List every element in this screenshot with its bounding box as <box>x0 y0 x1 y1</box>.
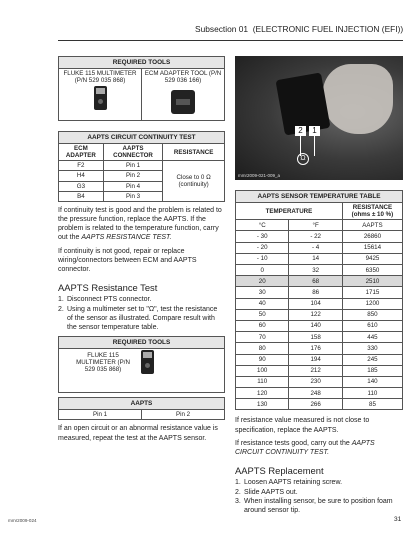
table-cell: 86 <box>289 287 342 298</box>
table-cell: 850 <box>342 309 402 320</box>
ecm-adapter-icon <box>171 90 195 114</box>
document-code: mmr2009-024 <box>8 518 37 523</box>
table-cell: 266 <box>289 399 342 410</box>
table-cell: 120 <box>236 388 289 399</box>
callout-2: 2 <box>295 126 306 136</box>
table-cell: 110 <box>342 388 402 399</box>
table-row <box>236 276 403 287</box>
table-cell: 140 <box>342 376 402 387</box>
paragraph-text: If resistance tests good, carry out the <box>235 439 352 447</box>
table-row <box>236 376 403 387</box>
continuity-test-table <box>58 131 225 202</box>
table-row <box>236 320 403 331</box>
column-header: RESISTANCE (ohms ± 10 %) <box>342 203 402 220</box>
steps-list <box>58 295 225 332</box>
table-cell: 158 <box>289 332 342 343</box>
multimeter-icon <box>141 350 154 374</box>
table-title: AAPTS CIRCUIT CONTINUITY TEST <box>59 132 225 144</box>
table-cell: 1200 <box>342 298 402 309</box>
table-cell: 610 <box>342 320 402 331</box>
table-cell: Pin 1 <box>103 161 162 171</box>
hand-image <box>323 64 393 134</box>
paragraph <box>58 206 225 243</box>
table-cell: 20 <box>236 276 289 287</box>
left-column <box>58 56 225 443</box>
figure-code: mmr2009-021-009_a <box>238 173 281 178</box>
table-cell: 14 <box>289 253 342 264</box>
table-cell: 30 <box>236 287 289 298</box>
table-row <box>236 354 403 365</box>
table-cell: 80 <box>236 343 289 354</box>
list-item: 3. When installing sensor, be sure to position foam around sensor tip. <box>235 497 393 515</box>
list-item: 1. Loosen AAPTS retaining screw. <box>235 479 343 487</box>
required-tools-table <box>58 56 225 121</box>
table-cell: - 10 <box>236 253 289 264</box>
tool-name: FLUKE 115 MULTIMETER (P/N 529 035 868) <box>63 70 137 85</box>
table-row <box>236 265 403 276</box>
table-cell: 68 <box>289 276 342 287</box>
table-cell: 90 <box>236 354 289 365</box>
sensor-temperature-table <box>235 190 403 410</box>
table-row <box>236 365 403 376</box>
table-title: AAPTS SENSOR TEMPERATURE TABLE <box>236 191 403 203</box>
table-title: REQUIRED TOOLS <box>59 57 225 69</box>
table-row <box>236 343 403 354</box>
table-cell: 245 <box>342 354 402 365</box>
table-cell: - 22 <box>289 231 342 242</box>
table-cell: 230 <box>289 376 342 387</box>
table-row <box>236 242 403 253</box>
table-cell: F2 <box>59 161 104 171</box>
table-cell: 445 <box>342 332 402 343</box>
table-cell: 70 <box>236 332 289 343</box>
tool-cell <box>59 69 142 121</box>
table-cell: 212 <box>289 365 342 376</box>
page-number: 31 <box>394 516 402 523</box>
resistance-cell: Close to 0 Ω (continuity) <box>163 161 225 202</box>
table-row <box>236 231 403 242</box>
table-row <box>236 287 403 298</box>
tool-name: FLUKE 115 MULTIMETER (P/N 529 035 868) <box>76 351 130 373</box>
table-cell: Pin 2 <box>103 171 162 181</box>
table-cell: 104 <box>289 298 342 309</box>
tool-name: ECM ADAPTER TOOL (P/N 529 036 166) <box>144 70 222 85</box>
header-rule <box>58 40 403 41</box>
unit-header: °F <box>289 220 342 231</box>
table-cell: 2510 <box>342 276 402 287</box>
table-cell: 85 <box>342 399 402 410</box>
unit-header: °C <box>236 220 289 231</box>
table-cell: 176 <box>289 343 342 354</box>
table-cell: 122 <box>289 309 342 320</box>
table-cell: 1715 <box>342 287 402 298</box>
probe-line <box>314 136 315 156</box>
table-cell: 110 <box>236 376 289 387</box>
table-cell: - 30 <box>236 231 289 242</box>
table-cell: Pin 1 <box>59 410 142 420</box>
tool-cell <box>142 69 225 121</box>
table-cell: 194 <box>289 354 342 365</box>
paragraph: If continuity is not good, repair or replace wiring/connectors between ECM and AAPTS connector. <box>58 247 197 274</box>
table-cell: 9425 <box>342 253 402 264</box>
required-tools-table <box>58 336 225 393</box>
multimeter-icon <box>94 86 107 110</box>
table-cell: B4 <box>59 191 104 201</box>
tool-cell <box>59 349 225 393</box>
table-row <box>236 399 403 410</box>
table-cell: Pin 2 <box>142 410 225 420</box>
table-cell: 248 <box>289 388 342 399</box>
column-header: TEMPERATURE <box>236 203 343 220</box>
subsection-label: Subsection 01 <box>195 24 249 34</box>
table-row <box>236 332 403 343</box>
table-cell: - 20 <box>236 242 289 253</box>
table-cell: Pin 3 <box>103 191 162 201</box>
sensor-test-photo <box>235 56 403 180</box>
list-item: 2. Using a multimeter set to "Ω", test the resistance of the sensor as illustrated. Compare result with the sensor temperature table. <box>58 305 218 332</box>
table-cell: H4 <box>59 171 104 181</box>
column-header: ECM ADAPTER <box>59 144 104 161</box>
column-header: RESISTANCE <box>163 144 225 161</box>
table-cell: 60 <box>236 320 289 331</box>
table-cell: 130 <box>236 399 289 410</box>
section-title: AAPTS Resistance Test <box>58 282 158 294</box>
paragraph: If an open circuit or an abnormal resistance value is measured, repeat the test at the AAPTS sensor. <box>58 425 218 442</box>
table-cell: 6350 <box>342 265 402 276</box>
subsection-title: (ELECTRONIC FUEL INJECTION (EFI)) <box>252 24 404 34</box>
steps-list <box>235 478 403 515</box>
table-cell: 0 <box>236 265 289 276</box>
table-cell: 40 <box>236 298 289 309</box>
table-row <box>236 253 403 264</box>
cross-reference: AAPTS CIRCUIT CONTINUITY TEST. <box>235 439 375 457</box>
table-row <box>236 298 403 309</box>
list-item: 2. Slide AAPTS out. <box>235 488 298 496</box>
page-header <box>195 24 405 34</box>
table-cell: 50 <box>236 309 289 320</box>
table-row <box>236 309 403 320</box>
section-title: AAPTS Replacement <box>235 465 324 477</box>
paragraph: If resistance value measured is not close to specification, replace the AAPTS. <box>235 417 370 434</box>
table-cell: 100 <box>236 365 289 376</box>
table-cell: 185 <box>342 365 402 376</box>
table-cell: 330 <box>342 343 402 354</box>
table-title: REQUIRED TOOLS <box>59 337 225 349</box>
column-header: AAPTS CONNECTOR <box>103 144 162 161</box>
table-row <box>236 388 403 399</box>
table-cell: G3 <box>59 181 104 191</box>
table-cell: 15614 <box>342 242 402 253</box>
cross-reference: AAPTS RESISTANCE TEST. <box>81 234 172 242</box>
aapts-pin-table <box>58 397 225 420</box>
callout-1: 1 <box>309 126 320 136</box>
right-column <box>235 56 403 515</box>
table-cell: Pin 4 <box>103 181 162 191</box>
table-cell: 140 <box>289 320 342 331</box>
paragraph-text: If continuity test is good and the problem is related to the pressure function, replace the AAPTS. If the problem is related to the temperature function, carry out the <box>58 206 222 242</box>
table-cell: - 4 <box>289 242 342 253</box>
table-cell: 32 <box>289 265 342 276</box>
list-item: 1. Disconnect PTS connector. <box>58 296 152 304</box>
unit-header: AAPTS <box>342 220 402 231</box>
table-title: AAPTS <box>59 398 225 410</box>
temperature-rows <box>236 231 403 410</box>
ohm-icon: Ω <box>297 153 309 165</box>
table-cell: 26860 <box>342 231 402 242</box>
paragraph <box>235 439 403 457</box>
